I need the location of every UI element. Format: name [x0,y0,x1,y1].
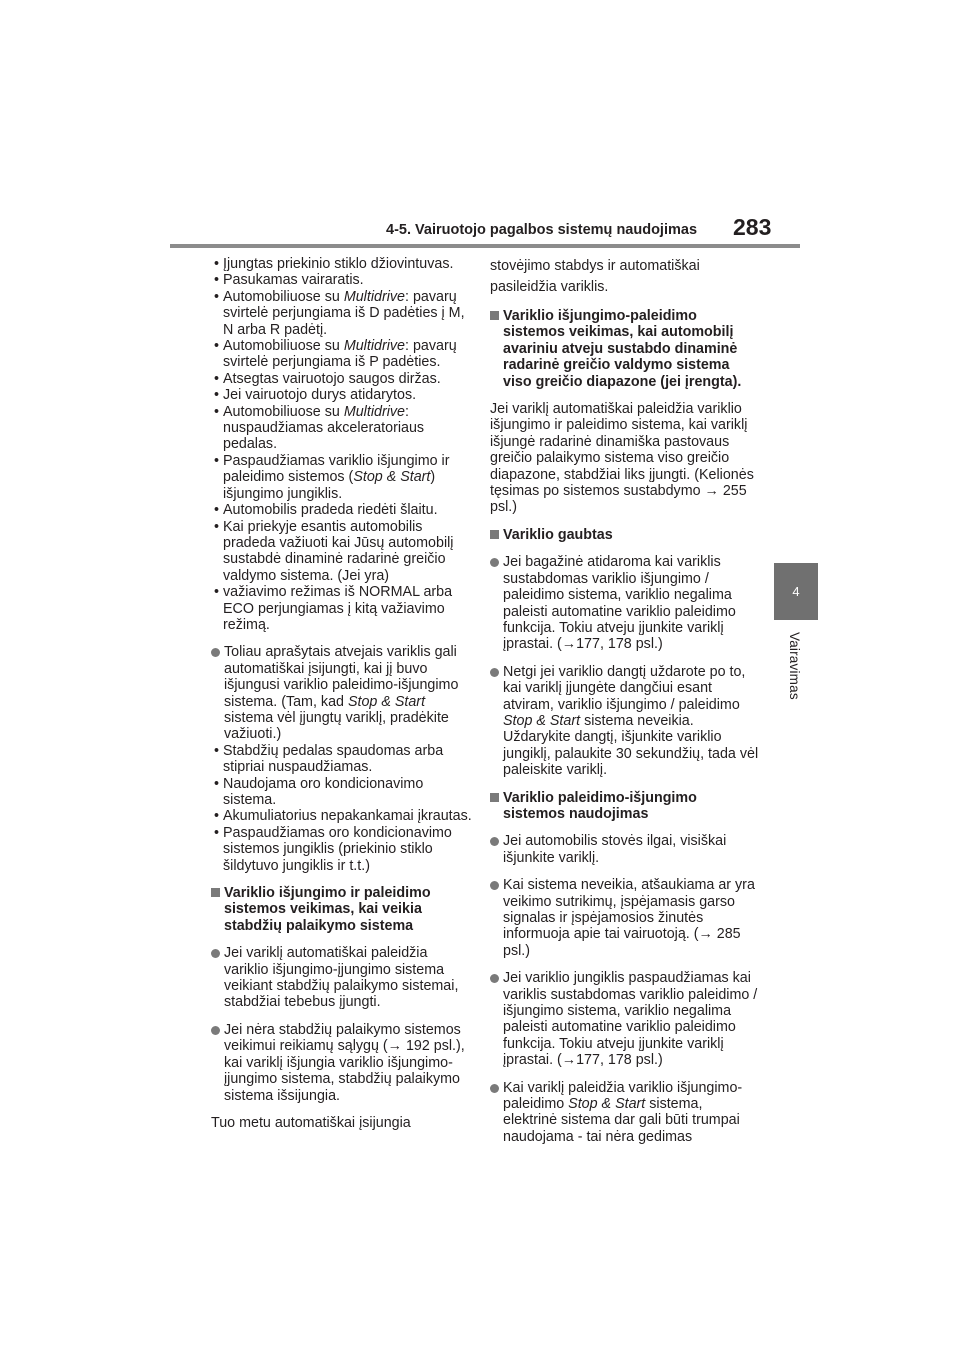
circle-bullet-icon [490,668,499,677]
circle-bullet-icon [211,648,220,657]
circle-bullet-icon [490,558,499,567]
circle-bullet-icon [490,974,499,983]
list-item: • Paspaudžiamas oro kondicionavimo sistemos jungiklis (priekinio stiklo šildytuvo jungiklis ir t.t.) [214,824,452,874]
page-reference-link[interactable]: → 255 psl. [490,483,747,516]
note-item: Kai sistema neveikia, atšaukiama ar yra veikimo sutrikimų, įspėjamasis garso signalas ir įspėjamosios žinutės informuoja apie tai vairuotoją. (→ 285 psl.) [490,877,760,959]
note-item: Jei nėra stabdžių palaikymo sistemos veikimui reikiamų sąlygų (→ 192 psl.), kai variklį išjungia variklio išjungimo-įjungimo sistema, stabdžių palaikymo sistema išsijungia. [211,1022,473,1104]
list-item: • Pasukamas vairaratis. [214,272,364,289]
page-reference-link[interactable]: → 192 psl. [387,1038,457,1055]
circle-bullet-icon [490,837,499,846]
left-column [211,256,473,1131]
square-bullet-icon [490,530,499,539]
header-rule [170,244,800,248]
list-item: • Automobiliuose su Multidrive: pavarų svirtelė perjungiama iš P padėties. [214,338,457,371]
note-item: Toliau aprašytais atvejais variklis gali automatiškai įsijungti, kai jį buvo išjungusi variklio paleidimo-išjungimo sistema. (Tam, kad Stop & Start sistema vėl įjungtų variklį, pradėkite važiuoti.) [211,644,473,742]
paragraph: stovėjimo stabdys ir automatiškai pasileidžia variklis. [490,258,700,295]
note-item: Jei automobilis stovės ilgai, visiškai išjunkite variklį. [490,833,760,866]
list-item: • Stabdžių pedalas spaudomas arba stipriai nuspaudžiamas. [214,742,444,776]
page-number: 283 [733,214,772,240]
square-bullet-icon [211,888,220,897]
circle-bullet-icon [490,1084,499,1093]
section-heading: Variklio paleidimo-išjungimo sistemos naudojimas [490,790,760,823]
list-item: • Kai priekyje esantis automobilis pradeda važiuoti kai Jūsų automobilį sustabdė dinaminė radarinė greičio valdymo sistema. (Jei yra) [214,518,454,584]
list-item: • Naudojama oro kondicionavimo sistema. [214,775,424,808]
chapter-tab[interactable] [774,563,818,620]
list-item: • Automobiliuose su Multidrive: nuspaudžiamas akceleratoriaus pedalas. [214,403,425,453]
right-column [490,256,760,1145]
page-reference-link[interactable]: → 285 psl. [503,926,741,959]
page-reference-link[interactable]: →177, 178 psl. [561,636,658,653]
paragraph: Jei variklį automatiškai paleidžia variklio išjungimo ir paleidimo sistema, kai variklį išjungė radarinė dinamiška pastovaus greičio palaikymo sistema viso greičio diapazone, stabdžiai liks įjungti. (Kelionės tęsimas po sistemos sustabdymo → 255 psl.) [490,401,754,516]
list-item: • Paspaudžiamas variklio išjungimo ir paleidimo sistemos (Stop & Start) išjungimo jungiklis. [214,452,450,502]
chapter-label: Vairavimas [787,632,802,700]
chapter-number: 4 [792,584,800,599]
page-reference-link[interactable]: →177, 178 psl. [561,1052,658,1069]
note-item: Kai variklį paleidžia variklio išjungimo-paleidimo Stop & Start sistema, elektrinė sistema dar gali būti trumpai naudojama - tai nėra gedimas [490,1080,760,1146]
note-item: Netgi jei variklio dangtį uždarote po to, kai variklį įjungėte dangčiui esant atviram, variklio išjungimo / paleidimo Stop & Start sistema neveikia. Uždarykite dangtį, išjunkite variklio jungiklį, palaukite 30 sekundžių, tada vėl paleiskite variklį. [490,664,760,779]
circle-bullet-icon [211,1026,220,1035]
list-item: • Automobiliuose su Multidrive: pavarų svirtelė perjungiama iš D padėties į M, N arba R padėtį. [214,288,465,338]
paragraph: Tuo metu automatiškai įsijungia [211,1114,411,1131]
circle-bullet-icon [490,881,499,890]
square-bullet-icon [490,311,499,320]
note-item: Jei variklį automatiškai paleidžia variklio išjungimo-įjungimo sistema veikiant stabdžių palaikymo sistemai, stabdžiai tebebus įjungti. [211,945,473,1011]
list-item: • Įjungtas priekinio stiklo džiovintuvas. [214,256,454,272]
note-item: Jei bagažinė atidaroma kai variklis sustabdomas variklio išjungimo / paleidimo sistema, variklio negalima paleisti automatine variklio paleidimo funkcija. Tokiu atveju įjunkite variklį įprastai. (→177, 178 psl.) [490,554,760,652]
list-item: • Automobilis pradeda riedėti šlaitu. [214,502,438,519]
list-item: • Atsegtas vairuotojo saugos diržas. [214,370,441,387]
list-item: • Jei vairuotojo durys atidarytos. [214,387,417,404]
section-heading: Variklio išjungimo ir paleidimo sistemos veikimas, kai veikia stabdžių palaikymo sistema [211,885,473,934]
square-bullet-icon [490,793,499,802]
section-heading: Variklio išjungimo-paleidimo sistemos veikimas, kai automobilį avariniu atveju sustabdo dinaminė radarinė greičio valdymo sistema viso greičio diapazone (jei įrengta). [490,308,760,390]
list-item: • važiavimo režimas iš NORMAL arba ECO perjungiamas į kitą važiavimo režimą. [214,584,453,633]
section-title: 4-5. Vairuotojo pagalbos sistemų naudojimas [386,222,698,238]
note-item: Jei variklio jungiklis paspaudžiamas kai variklis sustabdomas variklio paleidimo / išjungimo sistema, variklio negalima paleisti automatine variklio paleidimo funkcija. Tokiu atveju įjunkite variklį įprastai. (→177, 178 psl.) [490,970,760,1068]
circle-bullet-icon [211,949,220,958]
list-item: • Akumuliatorius nepakankamai įkrautas. [214,808,472,825]
section-heading: Variklio gaubtas [490,527,760,543]
